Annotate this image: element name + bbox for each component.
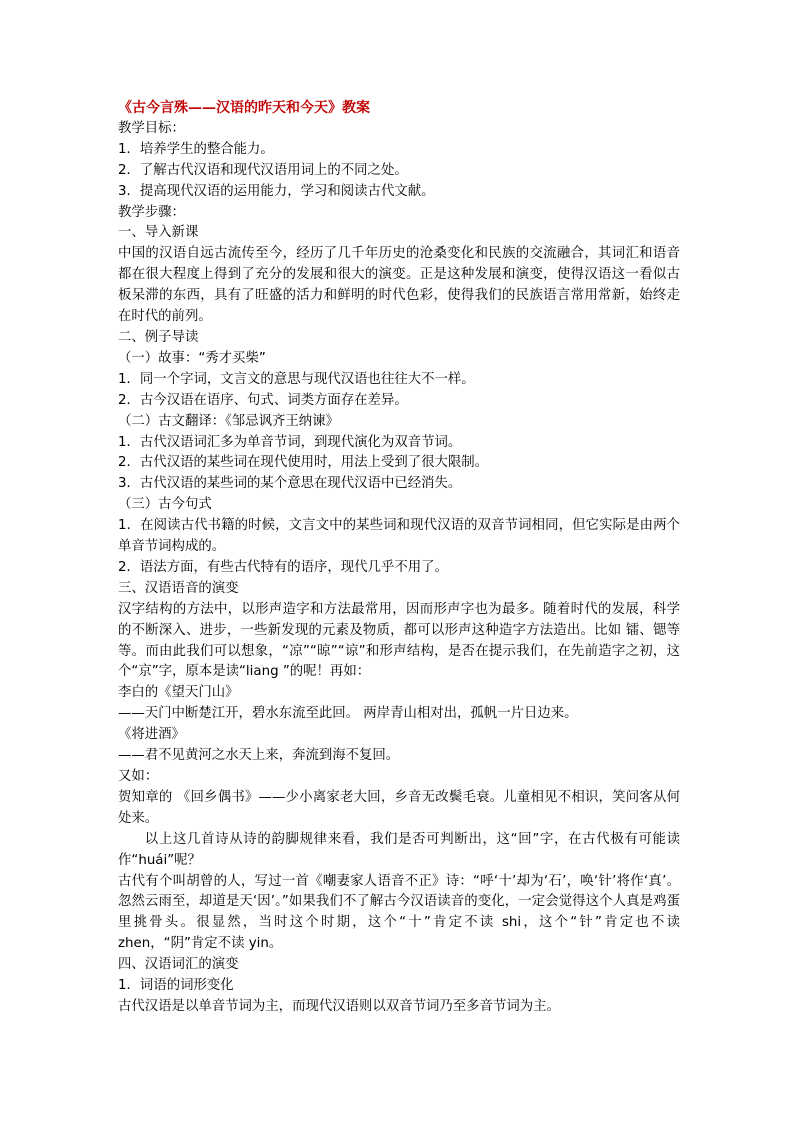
- text-paragraph: 古代有个叫胡曾的人，写过一首《嘲妻家人语音不正》诗：“呼‘十’却为‘石’，唤‘针’将作‘真’。忽然云雨至，却道是天‘因’。”如果我们不了解古今汉语读音的变化，一定会觉得这个人真是鸡蛋里挑骨头。很显然，当时这个时期，这个“十”肯定不读 shi，这个“针”肯定也不读 zhen，“阴”肯定不读 yin。: [118, 873, 680, 952]
- text-line: 1．培养学生的整合能力。: [118, 141, 274, 157]
- text-line: 3．古代汉语的某些词的某个意思在现代汉语中已经消失。: [118, 476, 462, 492]
- lesson-plan-document: [118, 98, 680, 1018]
- text-line: 2．了解古代汉语和现代汉语用词上的不同之处。: [118, 162, 408, 178]
- text-line: 1．古代汉语词汇多为单音节词，到现代演化为双音节词。: [118, 434, 462, 450]
- text-line: ——君不见黄河之水天上来，奔流到海不复回。: [118, 748, 400, 764]
- text-line: 教学目标：: [118, 120, 185, 136]
- text-line: ——天门中断楚江开，碧水东流至此回。 两岸青山相对出，孤帆一片日边来。: [118, 706, 578, 722]
- text-line: 2．古代汉语的某些词在现代使用时，用法上受到了很大限制。: [118, 455, 489, 471]
- text-paragraph: 汉字结构的方法中，以形声造字和方法最常用，因而形声字也为最多。随着时代的发展，科学的不断深入、进步，一些新发现的元素及物质，都可以形声这种造字方法造出。比如 镭、锶等等。而由此我们可以想象，“凉”“晾”“谅”和形声结构，是否在提示我们，在先前造字之初，这个“京”字，原本是读“liang ”的呢！再如：: [118, 601, 680, 680]
- text-line: 一、导入新课: [118, 225, 199, 241]
- text-line: 2．语法方面，有些古代特有的语序，现代几乎不用了。: [118, 559, 448, 575]
- text-line: 《将进酒》: [118, 727, 185, 743]
- text-paragraph: 1．在阅读古代书籍的时候，文言文中的某些词和现代汉语的双音节词相同，但它实际是由两个单音节词构成的。: [118, 518, 680, 555]
- text-line: 1．词语的词形变化: [118, 978, 234, 994]
- text-line: 又如：: [118, 769, 159, 784]
- text-paragraph: 中国的汉语自远古流传至今，经历了几千年历史的沧桑变化和民族的交流融合，其词汇和语音都在很大程度上得到了充分的发展和很大的演变。正是这种发展和演变，使得汉语这一看似古板呆滞的东西，具有了旺盛的活力和鲜明的时代色彩，使得我们的民族语言常用常新，始终走在时代的前列。: [118, 246, 680, 325]
- text-line: 2．古今汉语在语序、句式、词类方面存在差异。: [118, 392, 408, 408]
- text-line: 四、汉语词汇的演变: [118, 957, 239, 973]
- text-paragraph: 贺知章的 《回乡偶书》——少小离家老大回，乡音无改鬓毛衰。儿童相见不相识，笑问客从何处来。: [118, 789, 680, 826]
- text-line: 李白的《望天门山》: [118, 685, 239, 701]
- text-line: （二）古文翻译：《邹忌讽齐王纳谏》: [118, 413, 339, 429]
- text-paragraph-indented: 以上这几首诗从诗的韵脚规律来看，我们是否可判断出，这“回”字，在古代极有可能读作“huái”呢？: [118, 831, 680, 868]
- text-line: 古代汉语是以单音节词为主，而现代汉语则以双音节词乃至多音节词为主。: [118, 998, 560, 1014]
- text-line: 二、例子导读: [118, 329, 199, 345]
- text-line: 教学步骤：: [118, 204, 185, 220]
- text-line: 三、汉语语音的演变: [118, 580, 239, 596]
- text-line: （三）古今句式: [118, 497, 212, 513]
- text-line: （一）故事：“秀才买柴”: [118, 350, 266, 366]
- document-title: 《古今言殊——汉语的昨天和今天》教案: [118, 100, 370, 116]
- text-line: 1．同一个字词，文言文的意思与现代汉语也往往大不一样。: [118, 371, 475, 387]
- text-line: 3．提高现代汉语的运用能力，学习和阅读古代文献。: [118, 183, 435, 199]
- document-body: [118, 119, 680, 1018]
